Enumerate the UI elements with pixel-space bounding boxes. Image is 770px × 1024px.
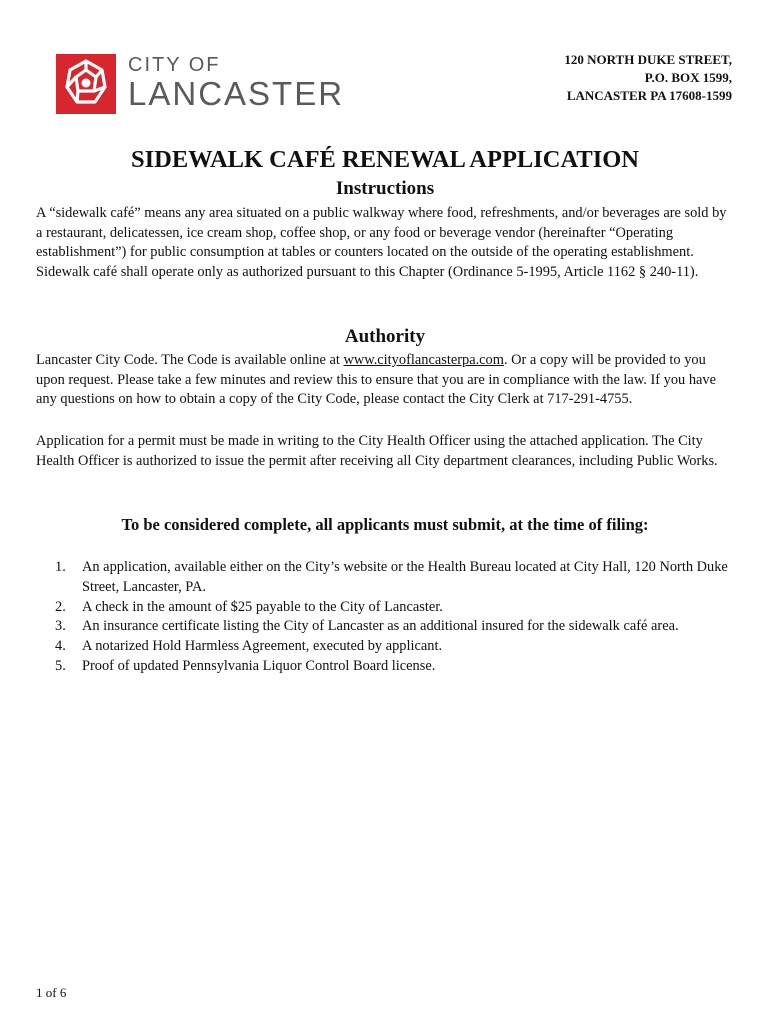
list-item-text: A notarized Hold Harmless Agreement, executed by applicant. bbox=[82, 638, 443, 655]
list-item bbox=[55, 617, 742, 637]
address-line: P.O. BOX 1599, bbox=[644, 70, 732, 85]
rose-emblem-icon bbox=[56, 54, 116, 114]
list-number: 4. bbox=[55, 638, 66, 655]
list-number: 1. bbox=[55, 559, 66, 575]
logo-wordmark bbox=[128, 54, 344, 112]
list-item-text: An application, available either on the City’s website or the Health Bureau located at City Hall, 120 North Duke Street, Lancaster, PA. bbox=[82, 559, 728, 595]
instructions-paragraph: A “sidewalk café” means any area situated on a public walkway where food, refreshments, and/or beverages are sold by a restaurant, delicatessen, ice cream shop, coffee shop, or any food or beverage vendor (hereinafter “Operating establishment”) for public consumption at tables or counters located on the outside of the operating establishment. Sidewalk café shall operate only as authorized pursuant to this Chapter (Ordinance 5-1995, Article 1162 § 240-11). bbox=[36, 205, 727, 280]
list-item-text: A check in the amount of $25 payable to the City of Lancaster. bbox=[82, 598, 443, 615]
list-item bbox=[55, 657, 742, 677]
list-number: 3. bbox=[55, 618, 66, 635]
city-website-link[interactable]: www.cityoflancasterpa.com bbox=[343, 352, 504, 368]
list-number: 5. bbox=[55, 657, 66, 674]
authority-heading: Authority bbox=[344, 326, 426, 347]
authority-text-end: . Or a copy will be provided to you upon request. Please take a few minutes and review this to ensure that you are in compliance with the law. If you have any questions on how to obtain a copy of the City Code, please contact the City Clerk at 717-291-4755. bbox=[36, 352, 717, 407]
list-item bbox=[55, 598, 742, 618]
address-line: LANCASTER PA 17608-1599 bbox=[566, 88, 732, 103]
page-number: 1 of 6 bbox=[36, 985, 67, 1000]
list-item-text: Proof of updated Pennsylvania Liquor Control Board license. bbox=[82, 657, 436, 674]
list-item-text: An insurance certificate listing the City of Lancaster as an additional insured for the sidewalk café area. bbox=[82, 618, 679, 635]
logo-line-lancaster: LANCASTER bbox=[128, 75, 345, 112]
address-line: 120 NORTH DUKE STREET, bbox=[564, 52, 732, 67]
list-item bbox=[55, 637, 742, 657]
authority-text-start: Lancaster City Code. The Code is available online at bbox=[36, 352, 344, 368]
document-title: SIDEWALK CAFÉ RENEWAL APPLICATION bbox=[130, 146, 640, 173]
mailing-address bbox=[564, 51, 732, 105]
application-paragraph: Application for a permit must be made in writing to the City Health Officer using the attached application. The City Health Officer is authorized to issue the permit after receiving all City department clearances, including Public Works. bbox=[36, 433, 718, 469]
list-number: 2. bbox=[55, 598, 66, 615]
requirements-list bbox=[55, 558, 742, 677]
city-logo bbox=[56, 54, 346, 118]
authority-paragraph bbox=[36, 351, 736, 410]
instructions-heading: Instructions bbox=[335, 178, 435, 199]
list-item bbox=[55, 558, 742, 598]
requirements-heading: To be considered complete, all applicants must submit, at the time of filing: bbox=[121, 515, 649, 534]
logo-line-city-of: CITY OF bbox=[128, 54, 221, 76]
